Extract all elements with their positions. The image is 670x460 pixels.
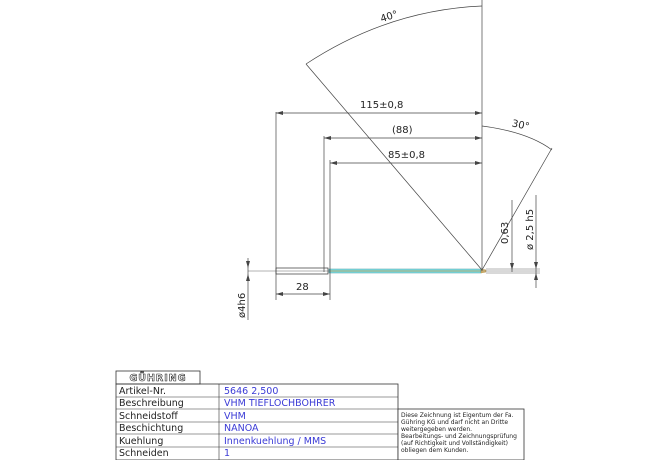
title-block <box>116 371 524 460</box>
title-block-row-4 <box>119 423 259 434</box>
notice-line: (auf Richtigkeit und Vollständigkeit) <box>401 440 509 447</box>
extension-lines <box>276 0 482 300</box>
diameter-dimensions <box>237 195 540 320</box>
angle-40-label: 40° <box>379 9 400 26</box>
row-label: Beschichtung <box>119 423 184 434</box>
angle-30-leg <box>482 148 552 270</box>
dim-115-label: 115±0,8 <box>360 100 404 111</box>
dim-tip-radius-label: 0,63 <box>500 221 511 244</box>
row-value: 1 <box>224 448 231 459</box>
notice-line: Diese Zeichnung ist Eigentum der Fa. <box>401 412 514 419</box>
dim-28-label: 28 <box>296 282 309 293</box>
row-label: Artikel-Nr. <box>119 386 167 397</box>
title-block-row-5 <box>119 436 326 447</box>
logo-text: GÜHRING <box>129 373 187 384</box>
row-value: VHM TIEFLOCHBOHRER <box>224 398 336 409</box>
angle-40-leg <box>306 64 482 270</box>
dim-85-label: 85±0,8 <box>388 150 426 161</box>
row-value: Innenkuehlung / MMS <box>224 436 327 447</box>
notice-line: obliegen dem Kunden. <box>401 447 469 454</box>
title-block-row-6 <box>119 448 230 459</box>
angle-30-label: 30° <box>510 118 531 133</box>
title-block-row-1 <box>119 386 278 397</box>
notice-line: Bearbeitungs- und Zeichnungsprüfung <box>401 433 517 440</box>
title-block-row-2 <box>119 398 336 409</box>
notice-line: Gühring KG und darf nicht an Dritte <box>401 419 509 426</box>
row-label: Schneiden <box>119 448 169 459</box>
row-value: VHM <box>224 411 246 422</box>
row-label: Beschreibung <box>119 398 184 409</box>
length-dimensions <box>276 100 482 296</box>
dim-88-label: (88) <box>392 125 413 136</box>
notice-line: weitergegeben werden. <box>401 426 473 433</box>
row-label: Schneidstoff <box>119 411 178 422</box>
row-label: Kuehlung <box>119 436 164 447</box>
title-block-row-3 <box>119 411 246 422</box>
row-value: NANOA <box>224 423 259 434</box>
row-value: 5646 2,500 <box>224 386 279 397</box>
dim-shank-dia-label: ø4h6 <box>237 292 248 318</box>
dim-tip-dia-label: ø 2,5 h5 <box>525 208 536 250</box>
